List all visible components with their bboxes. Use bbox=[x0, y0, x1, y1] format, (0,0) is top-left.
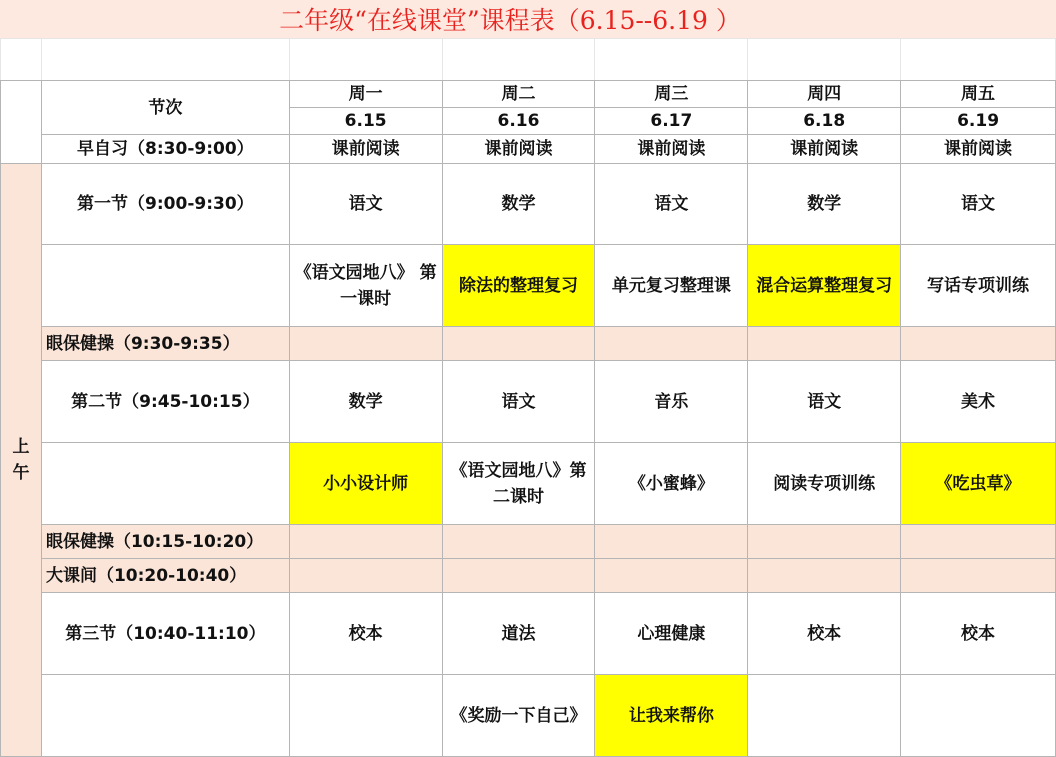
subject-cell: 美术 bbox=[901, 361, 1056, 443]
period-label: 第三节（10:40-11:10） bbox=[41, 593, 289, 675]
empty-cell bbox=[595, 559, 748, 593]
morning-study-row bbox=[1, 135, 1056, 164]
subject-cell: 数学 bbox=[442, 164, 595, 245]
empty-cell bbox=[442, 525, 595, 559]
empty-cell bbox=[442, 327, 595, 361]
subject-cell: 语文 bbox=[442, 361, 595, 443]
content-cell-highlight: 混合运算整理复习 bbox=[748, 245, 901, 327]
empty-cell bbox=[901, 525, 1056, 559]
empty-cell bbox=[595, 327, 748, 361]
content-cell bbox=[748, 675, 901, 757]
period-2-row bbox=[1, 361, 1056, 443]
period-label: 眼保健操（10:15-10:20） bbox=[41, 525, 289, 559]
subject-cell: 心理健康 bbox=[595, 593, 748, 675]
subject-cell: 校本 bbox=[748, 593, 901, 675]
empty-cell bbox=[748, 559, 901, 593]
schedule-table bbox=[0, 38, 1056, 757]
subject-cell: 校本 bbox=[901, 593, 1056, 675]
blank-cell bbox=[595, 39, 748, 81]
date-header: 6.17 bbox=[595, 108, 748, 135]
period-label: 早自习（8:30-9:00） bbox=[41, 135, 289, 164]
day-header: 周四 bbox=[748, 81, 901, 108]
subject-cell: 语文 bbox=[901, 164, 1056, 245]
blank-cell bbox=[748, 39, 901, 81]
empty-cell bbox=[289, 327, 442, 361]
empty-cell bbox=[595, 525, 748, 559]
empty-cell bbox=[901, 559, 1056, 593]
period-3-row bbox=[1, 593, 1056, 675]
content-cell: 写话专项训练 bbox=[901, 245, 1056, 327]
period-header: 节次 bbox=[41, 81, 289, 135]
blank-cell bbox=[1, 39, 42, 81]
period-label: 大课间（10:20-10:40） bbox=[41, 559, 289, 593]
schedule-cell: 课前阅读 bbox=[289, 135, 442, 164]
page-title: 二年级“在线课堂”课程表（6.15--6.19 ） bbox=[0, 0, 1056, 38]
date-header: 6.19 bbox=[901, 108, 1056, 135]
day-header: 周三 bbox=[595, 81, 748, 108]
corner-cell bbox=[1, 81, 42, 164]
period-label: 第二节（9:45-10:15） bbox=[41, 361, 289, 443]
day-header: 周一 bbox=[289, 81, 442, 108]
period-label: 第一节（9:00-9:30） bbox=[41, 164, 289, 245]
eye-exercise-row-2 bbox=[1, 525, 1056, 559]
subject-cell: 语文 bbox=[289, 164, 442, 245]
morning-side-label: 上午 bbox=[1, 164, 42, 757]
period-label: 眼保健操（9:30-9:35） bbox=[41, 327, 289, 361]
content-cell bbox=[901, 675, 1056, 757]
schedule-cell: 课前阅读 bbox=[442, 135, 595, 164]
content-cell: 阅读专项训练 bbox=[748, 443, 901, 525]
subject-cell: 校本 bbox=[289, 593, 442, 675]
content-cell: 《奖励一下自己》 bbox=[442, 675, 595, 757]
empty-cell bbox=[289, 559, 442, 593]
subject-cell: 语文 bbox=[595, 164, 748, 245]
empty-cell bbox=[442, 559, 595, 593]
content-cell-highlight: 除法的整理复习 bbox=[442, 245, 595, 327]
empty-cell bbox=[748, 525, 901, 559]
blank-cell bbox=[901, 39, 1056, 81]
subject-cell: 数学 bbox=[748, 164, 901, 245]
subject-cell: 音乐 bbox=[595, 361, 748, 443]
break-row bbox=[1, 559, 1056, 593]
content-cell-highlight: 《吃虫草》 bbox=[901, 443, 1056, 525]
date-header: 6.16 bbox=[442, 108, 595, 135]
subject-cell: 道法 bbox=[442, 593, 595, 675]
schedule-cell: 课前阅读 bbox=[748, 135, 901, 164]
schedule-cell: 课前阅读 bbox=[595, 135, 748, 164]
header-row-days bbox=[1, 81, 1056, 108]
content-cell bbox=[289, 675, 442, 757]
date-header: 6.15 bbox=[289, 108, 442, 135]
period-1-row bbox=[1, 164, 1056, 245]
content-cell-highlight: 小小设计师 bbox=[289, 443, 442, 525]
blank-cell bbox=[289, 39, 442, 81]
date-header: 6.18 bbox=[748, 108, 901, 135]
period-2-content-row bbox=[1, 443, 1056, 525]
period-1-content-row bbox=[1, 245, 1056, 327]
empty-cell bbox=[748, 327, 901, 361]
empty-cell bbox=[901, 327, 1056, 361]
content-cell: 单元复习整理课 bbox=[595, 245, 748, 327]
content-cell: 《语文园地八》第二课时 bbox=[442, 443, 595, 525]
blank-cell bbox=[41, 39, 289, 81]
subject-cell: 数学 bbox=[289, 361, 442, 443]
empty-cell bbox=[41, 245, 289, 327]
period-3-content-row bbox=[1, 675, 1056, 757]
content-cell: 《语文园地八》 第一课时 bbox=[289, 245, 442, 327]
schedule-cell: 课前阅读 bbox=[901, 135, 1056, 164]
content-cell: 《小蜜蜂》 bbox=[595, 443, 748, 525]
empty-cell bbox=[41, 675, 289, 757]
blank-row bbox=[1, 39, 1056, 81]
blank-cell bbox=[442, 39, 595, 81]
subject-cell: 语文 bbox=[748, 361, 901, 443]
empty-cell bbox=[289, 525, 442, 559]
content-cell-highlight: 让我来帮你 bbox=[595, 675, 748, 757]
day-header: 周五 bbox=[901, 81, 1056, 108]
empty-cell bbox=[41, 443, 289, 525]
day-header: 周二 bbox=[442, 81, 595, 108]
eye-exercise-row-1 bbox=[1, 327, 1056, 361]
